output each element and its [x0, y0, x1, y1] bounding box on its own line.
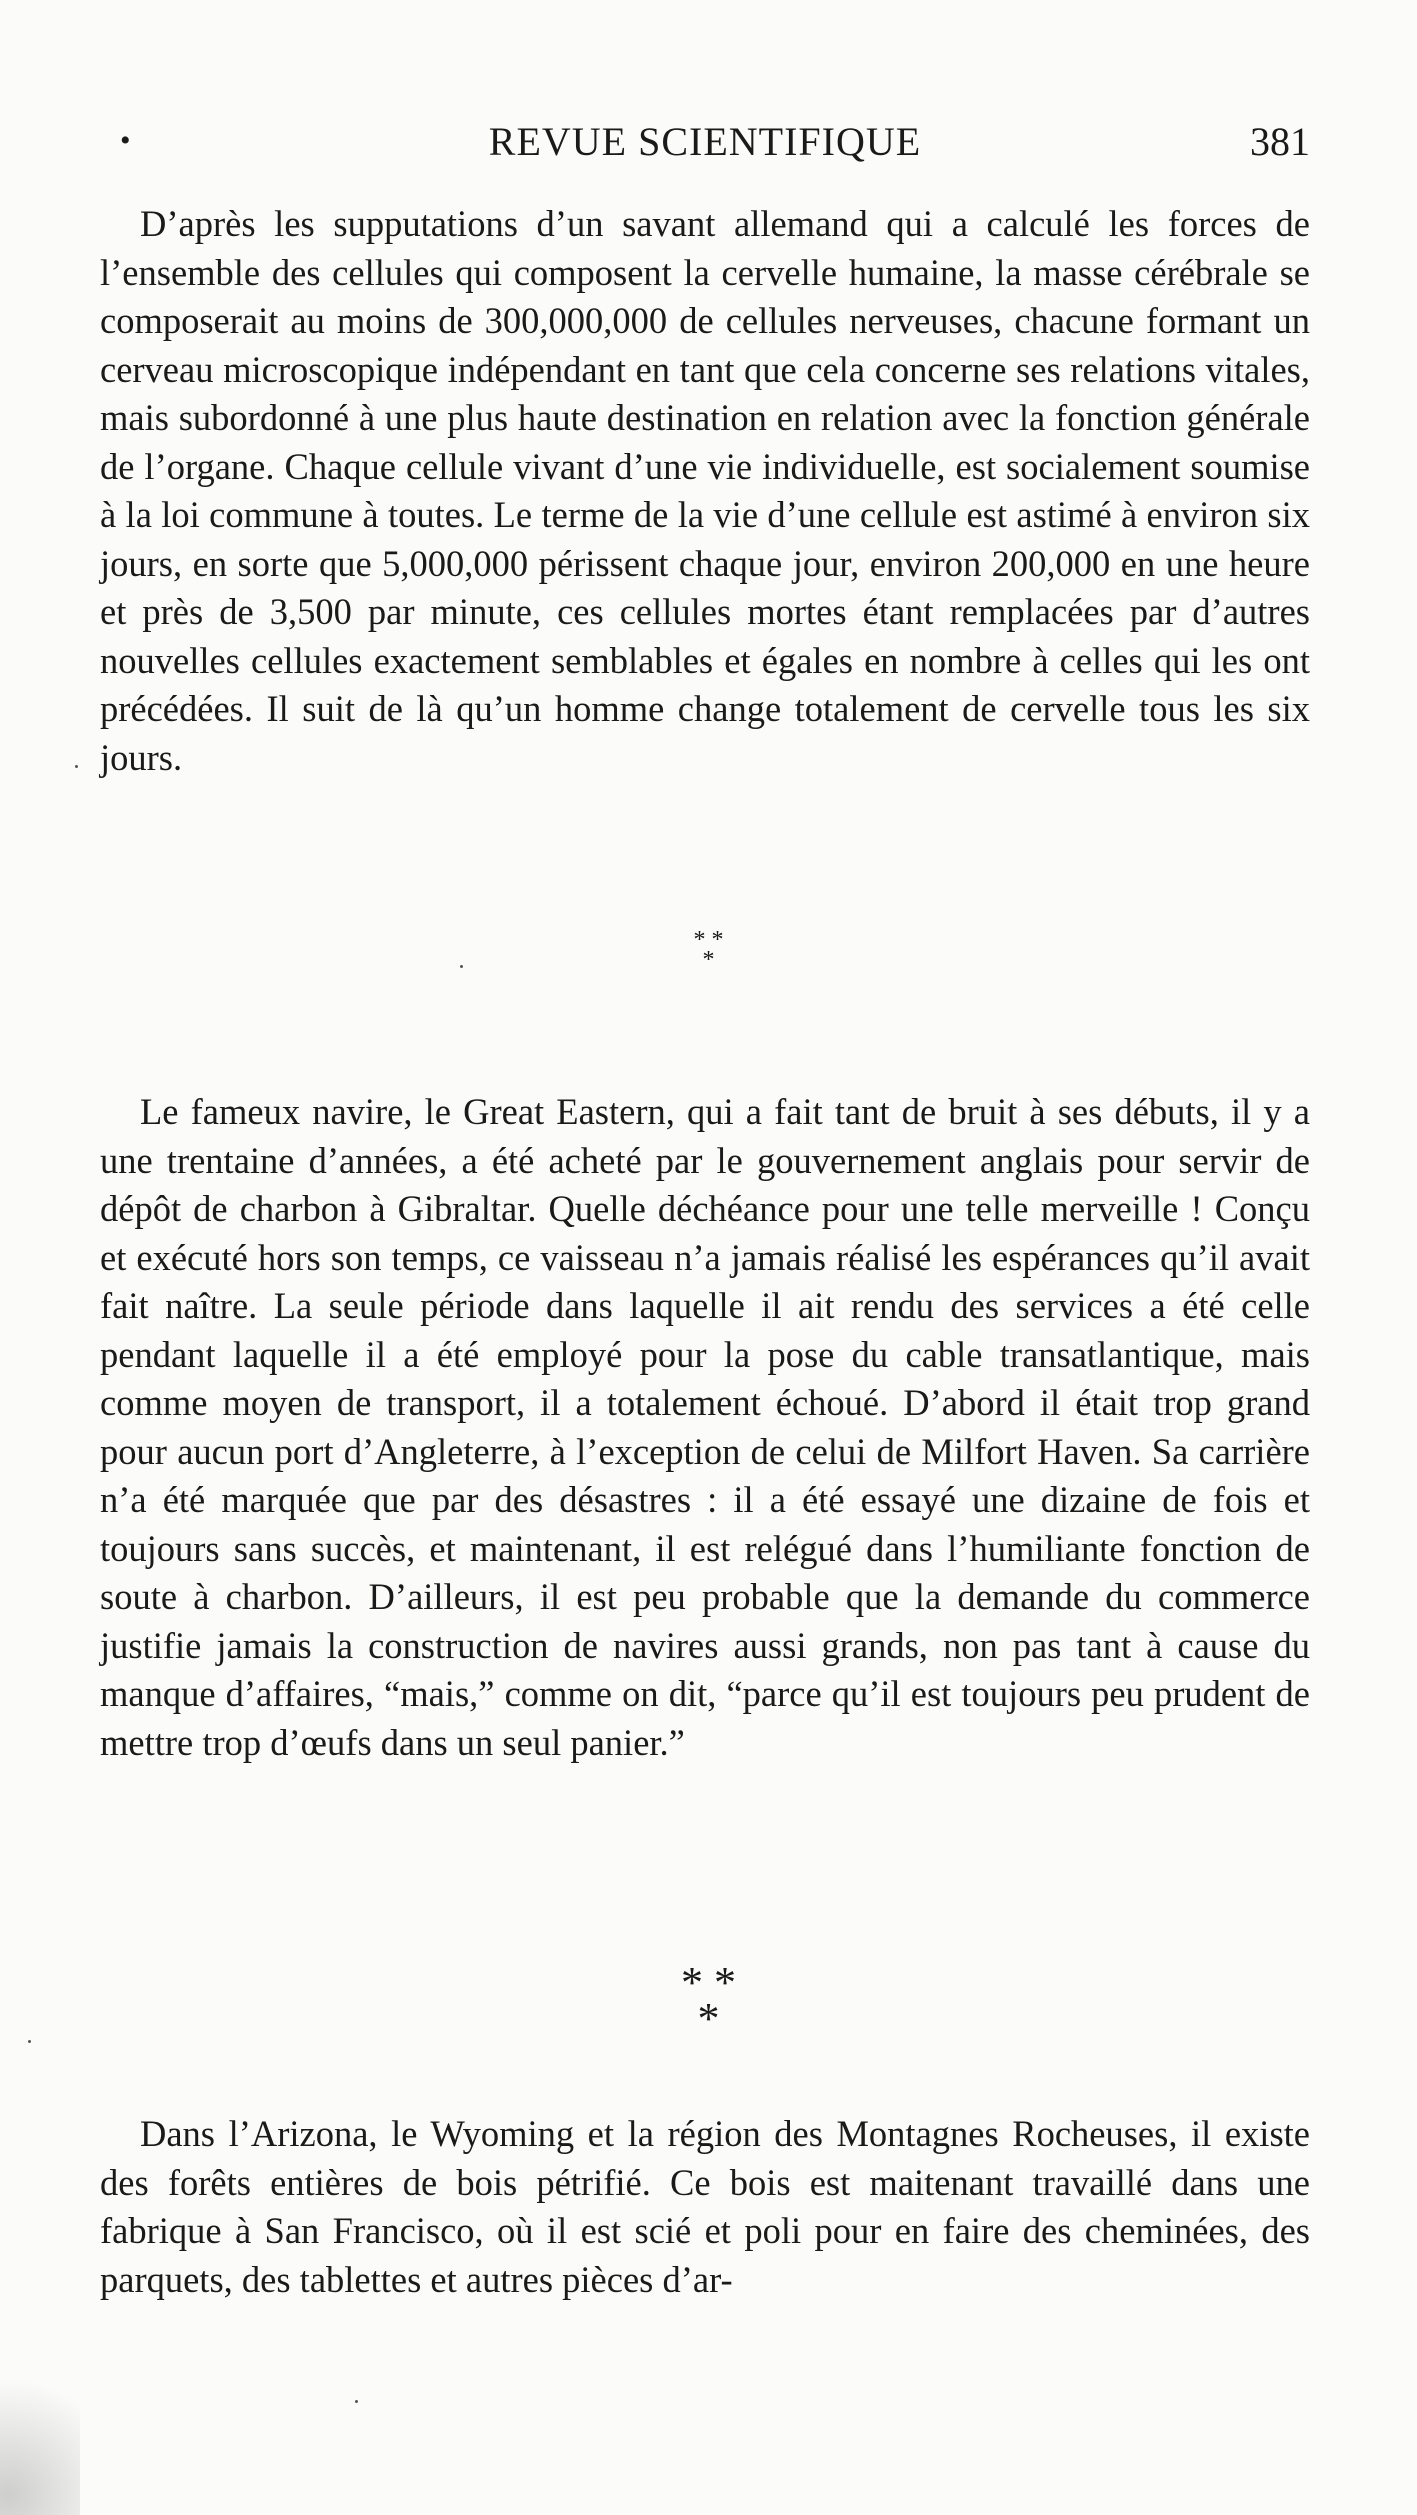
paragraph-text: D’après les supputations d’un savant allemand qui a calculé les forces de l’ensemble des cellules qui composent la cervelle humaine, la masse cérébrale se composerait au moins de 300,000,000 de cellules nerveuses, chacune formant un cerveau microscopique indépendant en tant que cela concerne ses relations vitales, mais subordonné à une plus haute destination en relation avec la fonction générale de l’organe. Chaque cellule vivant d’une vie individuelle, est socialement soumise à la loi commune à toutes. Le terme de la vie d’une cellule est astimé à environ six jours, en sorte que 5,000,000 périssent chaque jour, environ 200,000 en une heure et près de 3,500 par minute, ces cellules mortes étant remplacées par d’autres nouvelles cellules exactement semblables et égales en nombre à celles qui les ont précédées. Il suit de là qu’un homme change totalement de cervelle tous les six jours.: [100, 203, 1310, 778]
print-speck: [75, 765, 78, 768]
paragraph-petrified-wood: [100, 2110, 1310, 2304]
page-number: 381: [1250, 119, 1310, 164]
print-speck: [355, 2400, 358, 2403]
section-separator: [0, 1958, 1417, 2043]
print-speck: [28, 2040, 31, 2043]
scan-edge-shadow: [0, 2315, 80, 2515]
paragraph-text: Le fameux navire, le Great Eastern, qui a fait tant de bruit à ses débuts, il y a une trentaine d’années, a été acheté par le gouvernement anglais pour servir de dépôt de charbon à Gibraltar. Quelle déchéance pour une telle merveille ! Conçu et exécuté hors son temps, ce vaisseau n’a jamais réalisé les espérances qu’il avait fait naître. La seule période dans laquelle il ait rendu des services a été celle pendant laquelle il a été employé pour la pose du cable transatlantique, mais comme moyen de transport, il a totalement échoué. D’abord il était trop grand pour aucun port d’Angleterre, à l’exception de celui de Milfort Haven. Sa carrière n’a été marquée que par des désastres : il a été essayé une dizaine de fois et toujours sans succès, et maintenant, il est relégué dans l’humiliante fonction de soute à charbon. D’ailleurs, il est peu probable que la demande du commerce justifie jamais la construction de navires aussi grands, non pas tant à cause du manque d’affaires, “mais,” comme on dit, “parce qu’il est toujours peu prudent de mettre trop d’œufs dans un seul panier.”: [100, 1091, 1310, 1763]
paragraph-text: Dans l’Arizona, le Wyoming et la région des Montagnes Rocheuses, il existe des forêts entières de bois pétrifié. Ce bois est maitenant travaillé dans une fabrique à San Francisco, où il est scié et poli pour en faire des cheminées, des parquets, des tablettes et autres pièces d’ar-: [100, 2113, 1310, 2300]
header-mark: •: [120, 124, 131, 157]
running-header: [100, 118, 1310, 178]
separator-stars-top: * *: [681, 1958, 736, 2007]
paragraph-great-eastern: [100, 1088, 1310, 1767]
separator-stars-top: * *: [693, 927, 724, 953]
journal-title: REVUE SCIENTIFIQUE: [488, 119, 922, 164]
section-separator: [0, 927, 1417, 973]
print-speck: [460, 965, 463, 968]
separator-star-bottom: *: [697, 1994, 720, 2043]
separator-star-bottom: *: [702, 947, 715, 973]
paragraph-brain-cells: [100, 200, 1310, 782]
